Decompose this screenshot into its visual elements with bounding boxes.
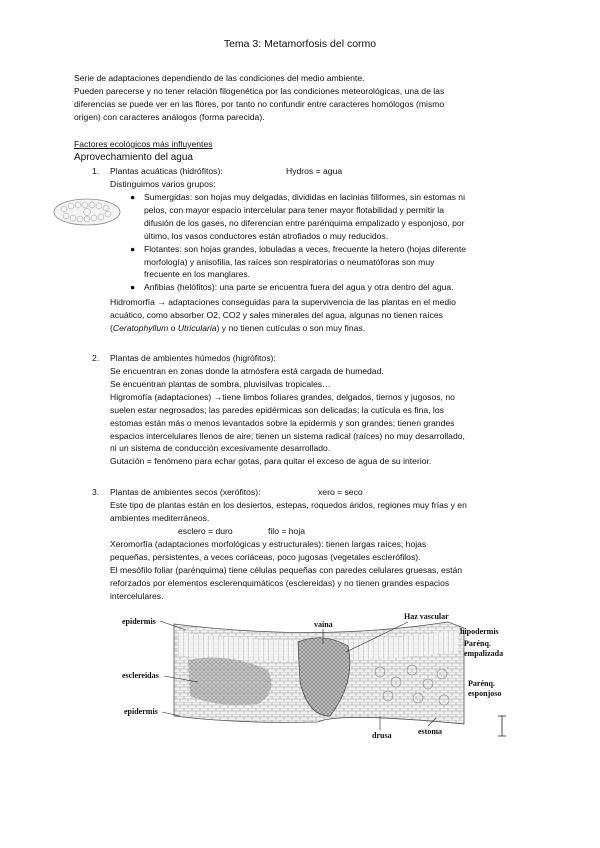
body-line: suelen estar negrosados; las paredes epidérmicas son delicadas; la cutícula es fina, los [110, 404, 444, 415]
body-line: Se encuentran plantas de sombra, pluvisilvas tropicales… [110, 378, 331, 389]
body-line: Higromofía (adaptaciones) →tiene limbos foliares grandes, delgados, tiernos y jugosos, no [110, 391, 455, 402]
intro-line: Serie de adaptaciones dependiendo de las condiciones del medio ambiente. [74, 73, 365, 83]
section1-etym: Hydros = agua [286, 166, 343, 176]
filo-etym: filo = hoja [268, 526, 306, 536]
section2-title: Plantas de ambientes húmedos (higrófitos): [110, 353, 276, 363]
label-parenq-empalizada-2: empalizada [464, 649, 504, 658]
esclero-etym: esclero = duro [178, 526, 233, 536]
section3-number: 3. [92, 487, 100, 497]
intro-line: diferencias se puede ver en las flores, por tanto no confundir entre caracteres homólogos (mismo [74, 98, 445, 109]
aquatic-leaf-sketch [52, 196, 122, 228]
body-line: pequeñas, persistentes, a veces coriáceas, poco jugosas (vegetales esclerófilos). [110, 551, 421, 562]
genus-join: o [168, 322, 178, 333]
section2-body [110, 365, 542, 468]
body-line: intercelulares. [110, 590, 164, 601]
body-line: espacios intercelulares llenos de aire; tienen un sistema radical (raíces) no muy desarrollado, [110, 430, 465, 441]
label-haz-vascular: Haz vascular [404, 612, 449, 621]
label-esclereidas: esclereidas [122, 671, 159, 680]
genus-ceratophyllum: Ceratophyllum [112, 322, 169, 333]
section1-title: Plantas acuáticas (hidrófitos): [110, 166, 223, 176]
hidro-line: Hidromorfía → adaptaciones conseguidas para la supervivencia de las plantas en el medio [110, 297, 456, 307]
section3-body-b [110, 538, 542, 603]
label-estoma: estoma [418, 727, 442, 736]
body-line: Xeromorfía (adaptaciones morfológicas y estructurales): tienen largas raíces; hojas [110, 539, 427, 549]
hidro-line: acuático, como absorber O2, CO2 y sales minerales del agua, algunas no tienen raíces [110, 309, 443, 320]
body-line: Se encuentran en zonas donde la atmósfera está cargada de humedad. [110, 366, 384, 376]
section1-hidromorfia [110, 296, 540, 335]
label-vaina: vaina [314, 620, 333, 629]
body-line: ambientes mediterráneos. [110, 512, 210, 523]
section3-body-a [110, 499, 542, 525]
bullet-dot: ● [130, 282, 136, 293]
section1-intro: Distinguimos varios grupos: [110, 179, 216, 189]
section3-etym: xero = seco [318, 487, 363, 497]
body-line: estomas están más o menos levantados sobre la epidermis y son grandes; tienen grandes [110, 417, 455, 428]
label-epidermis-top: epidermis [122, 617, 156, 626]
label-hipodermis: hipodermis [460, 627, 499, 636]
bullet-anfibias [130, 281, 539, 294]
genus-utricularia: Utricularia [177, 322, 217, 333]
body-line: El mesófilo foliar (parénquima) tiene células pequeñas con paredes celulares gruesas, están [110, 564, 463, 575]
bullet-flotantes [130, 243, 539, 282]
bullet-dot: ● [130, 192, 136, 202]
bullet-line: Sumergidas: son hojas muy delgadas, divididas en lacinias filiformes, sin estomas ni [144, 192, 465, 202]
intro-line: origen) con caracteres análogos (forma parecida). [74, 111, 265, 122]
bullet-line: morfología) y anisofilia, las raíces son respiratorias o neumatóforas son muy [144, 256, 435, 267]
body-line: Este tipo de plantas están en los desiertos, estepas, roquedos áridos, regiones muy frías y en [110, 500, 467, 510]
aprovechamiento-heading: Aprovechamiento del agua [74, 152, 193, 163]
section3-title: Plantas de ambientes secos (xerófitos): [110, 487, 261, 497]
label-parenq-esponjoso-1: Parénq. [468, 679, 495, 688]
page-title: Tema 3: Metamorfosis del cormo [223, 38, 377, 50]
bullet-line: Anfibias (helófitos): una parte se encuentra fuera del agua y otra dentro del agua. [144, 282, 454, 293]
bullet-line: difusión de los gases, no diferencian entre parénquima empalizado y esponjoso, por [144, 217, 465, 228]
bullet-line: pelos, con mayor espacio intercelular para tener mayor flotabilidad y permitir la [144, 204, 444, 215]
xerophyte-leaf-figure [118, 612, 522, 740]
bullet-line: último, los vasos conductores están atrofiados o muy reducidos. [144, 230, 389, 241]
label-parenq-esponjoso-2: esponjoso [468, 689, 502, 698]
label-parenq-empalizada-1: Parénq. [464, 639, 491, 648]
label-drusa: drusa [372, 731, 392, 740]
section1-number: 1. [92, 166, 100, 176]
bullet-line: frecuente en los manglares. [144, 269, 251, 280]
paren-open: ( [110, 322, 113, 333]
intro-paragraph [74, 72, 534, 124]
label-epidermis-bottom: epidermis [124, 707, 158, 716]
hidro-tail: ) y no tienen cutículas o son muy finas. [216, 322, 366, 333]
bullet-sumergidas [130, 191, 539, 243]
body-line: reforzados por elementos esclerenquimáticos (esclereidas) y no tienen grandes espacios [110, 577, 450, 588]
bullet-line: Flotantes: son hojas grandes, lobuladas a veces, frecuente la hetero (hojas diferente [144, 243, 466, 254]
section2-number: 2. [92, 353, 100, 363]
factores-heading: Factores ecológicos más influyentes [74, 139, 213, 149]
intro-line: Pueden parecerse y no tener relación filogenética por las condiciones meteorológicas, una de las [74, 85, 445, 96]
bullet-dot: ● [130, 243, 136, 254]
body-line: ni un sistema de conducción excesivamente desarrollado. [110, 443, 331, 454]
section1-bullets [130, 191, 539, 294]
hidro-line [110, 322, 540, 335]
body-line: Gutación = fenómeno para echar gotas, para quitar el exceso de agua de su interior. [110, 456, 432, 467]
